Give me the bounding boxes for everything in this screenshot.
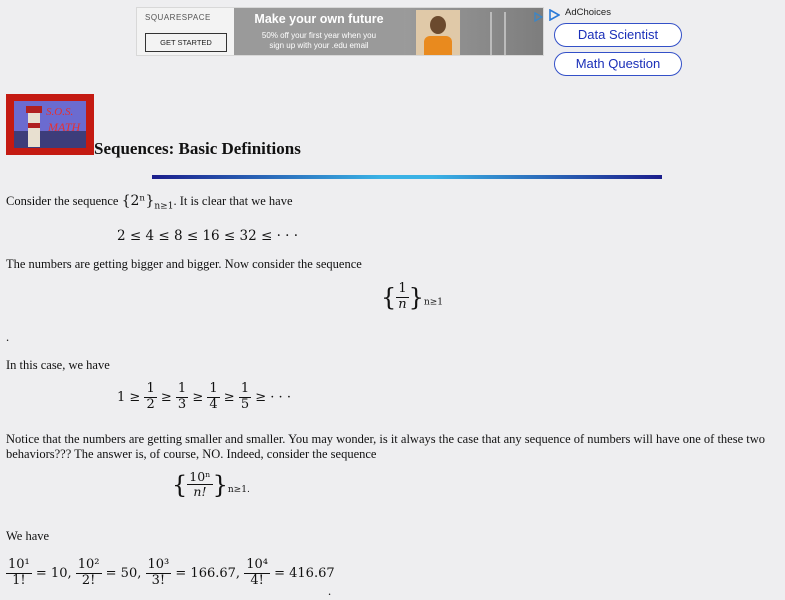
title-divider: [152, 175, 662, 179]
paragraph-1: [6, 193, 293, 212]
value-numerator: 10¹: [8, 557, 30, 572]
value-denominator: 2!: [81, 572, 96, 588]
logo-text-math: MATH: [48, 120, 81, 134]
paragraph-5: We have: [6, 529, 50, 543]
value-result: = 10,: [35, 565, 72, 581]
ad-copy[interactable]: [234, 8, 404, 55]
seq3-subscript: n≥1.: [227, 484, 250, 495]
value-numerator: 10²: [77, 557, 100, 572]
value-denominator: 3!: [151, 572, 166, 588]
values-line: [6, 558, 335, 589]
seq2-numerator: 1: [396, 282, 408, 298]
paragraph-4-line-1: Notice that the numbers are getting smaller and smaller. You may wonder, is it always the case that any sequence of numbers will have one of these two: [6, 432, 766, 446]
logo-text-sos: S.O.S.: [46, 106, 74, 118]
frac-numerator: 1: [209, 381, 218, 396]
adchoices-icon[interactable]: [548, 8, 560, 20]
ad-offer-line2: sign up with your .edu email: [269, 41, 369, 50]
page-title: Sequences: Basic Definitions: [94, 139, 301, 158]
seq2-denominator: n: [398, 296, 407, 312]
frac-numerator: 1: [146, 381, 155, 396]
ad-brand-panel[interactable]: [137, 8, 234, 55]
frac-denominator: 4: [209, 396, 218, 412]
math-question-button[interactable]: Math Question: [554, 52, 682, 76]
paragraph-3: In this case, we have: [6, 358, 110, 372]
value-denominator: 1!: [12, 572, 26, 588]
seq3-expression: { $\frac{\text{10ⁿ}}{n!}$ }$_{n\ge 1.}$: [172, 469, 250, 500]
photo-person: [416, 10, 460, 55]
ad-close-icon[interactable]: [533, 9, 543, 19]
paragraph-4-line-2: behaviors??? The answer is, of course, NO. Indeed, consider the sequence: [6, 447, 377, 461]
ad-photo[interactable]: [404, 8, 543, 55]
ad-offer-line1: 50% off your first year when you: [261, 31, 377, 40]
ad-banner[interactable]: [136, 7, 544, 56]
value-result: = 166.67,: [175, 565, 241, 581]
p1-text-before: Consider the sequence: [6, 194, 119, 208]
frac-numerator: 1: [177, 381, 187, 396]
value-numerator: 10³: [147, 557, 170, 572]
dot-1: .: [6, 330, 10, 344]
ineq2-end: ≥ · · ·: [255, 389, 291, 405]
value-result: = 50,: [105, 565, 142, 581]
frac-numerator: 1: [240, 381, 250, 396]
seq2-expression: { $\frac{1}{n}$ }$_{n\ge 1}$: [381, 281, 444, 312]
frac-denominator: 5: [240, 396, 250, 412]
frac-denominator: 2: [146, 396, 155, 412]
seq2-subscript: n≥1: [423, 297, 444, 308]
seq3-numerator: 10ⁿ: [189, 469, 211, 484]
ad-brand: SQUARESPACE: [145, 13, 211, 22]
ad-headline: Make your own future: [254, 12, 384, 26]
ineq2-start: 1 ≥: [117, 389, 141, 405]
p1-text-after: . It is clear that we have: [173, 194, 293, 208]
seq3-denominator: n!: [193, 484, 207, 500]
value-numerator: 10⁴: [246, 557, 268, 572]
inequality-decreasing: 1 ≥ $\frac{1}{2}$ ≥ $\frac{1}{3}$ ≥ $\frac{1}{4}$ ≥ $\frac{1}{5}$ ≥ · · ·: [117, 381, 291, 412]
value-result: = 416.67: [274, 565, 335, 581]
data-scientist-button[interactable]: Data Scientist: [554, 23, 682, 47]
seq1-expression: {2ⁿ}: [121, 193, 155, 209]
ad-cta-button[interactable]: GET STARTED: [145, 33, 227, 52]
frac-denominator: 3: [177, 396, 187, 412]
adchoices-label[interactable]: AdChoices: [565, 7, 611, 18]
value-denominator: 4!: [250, 572, 264, 588]
paragraph-2: The numbers are getting bigger and bigger. Now consider the sequence: [6, 257, 362, 271]
inequality-increasing: 2 ≤ 4 ≤ 8 ≤ 16 ≤ 32 ≤ · · ·: [117, 228, 299, 244]
sos-math-logo[interactable]: [6, 94, 94, 155]
trailing-dot: .: [328, 584, 332, 598]
seq1-subscript: n≥1: [154, 201, 174, 212]
